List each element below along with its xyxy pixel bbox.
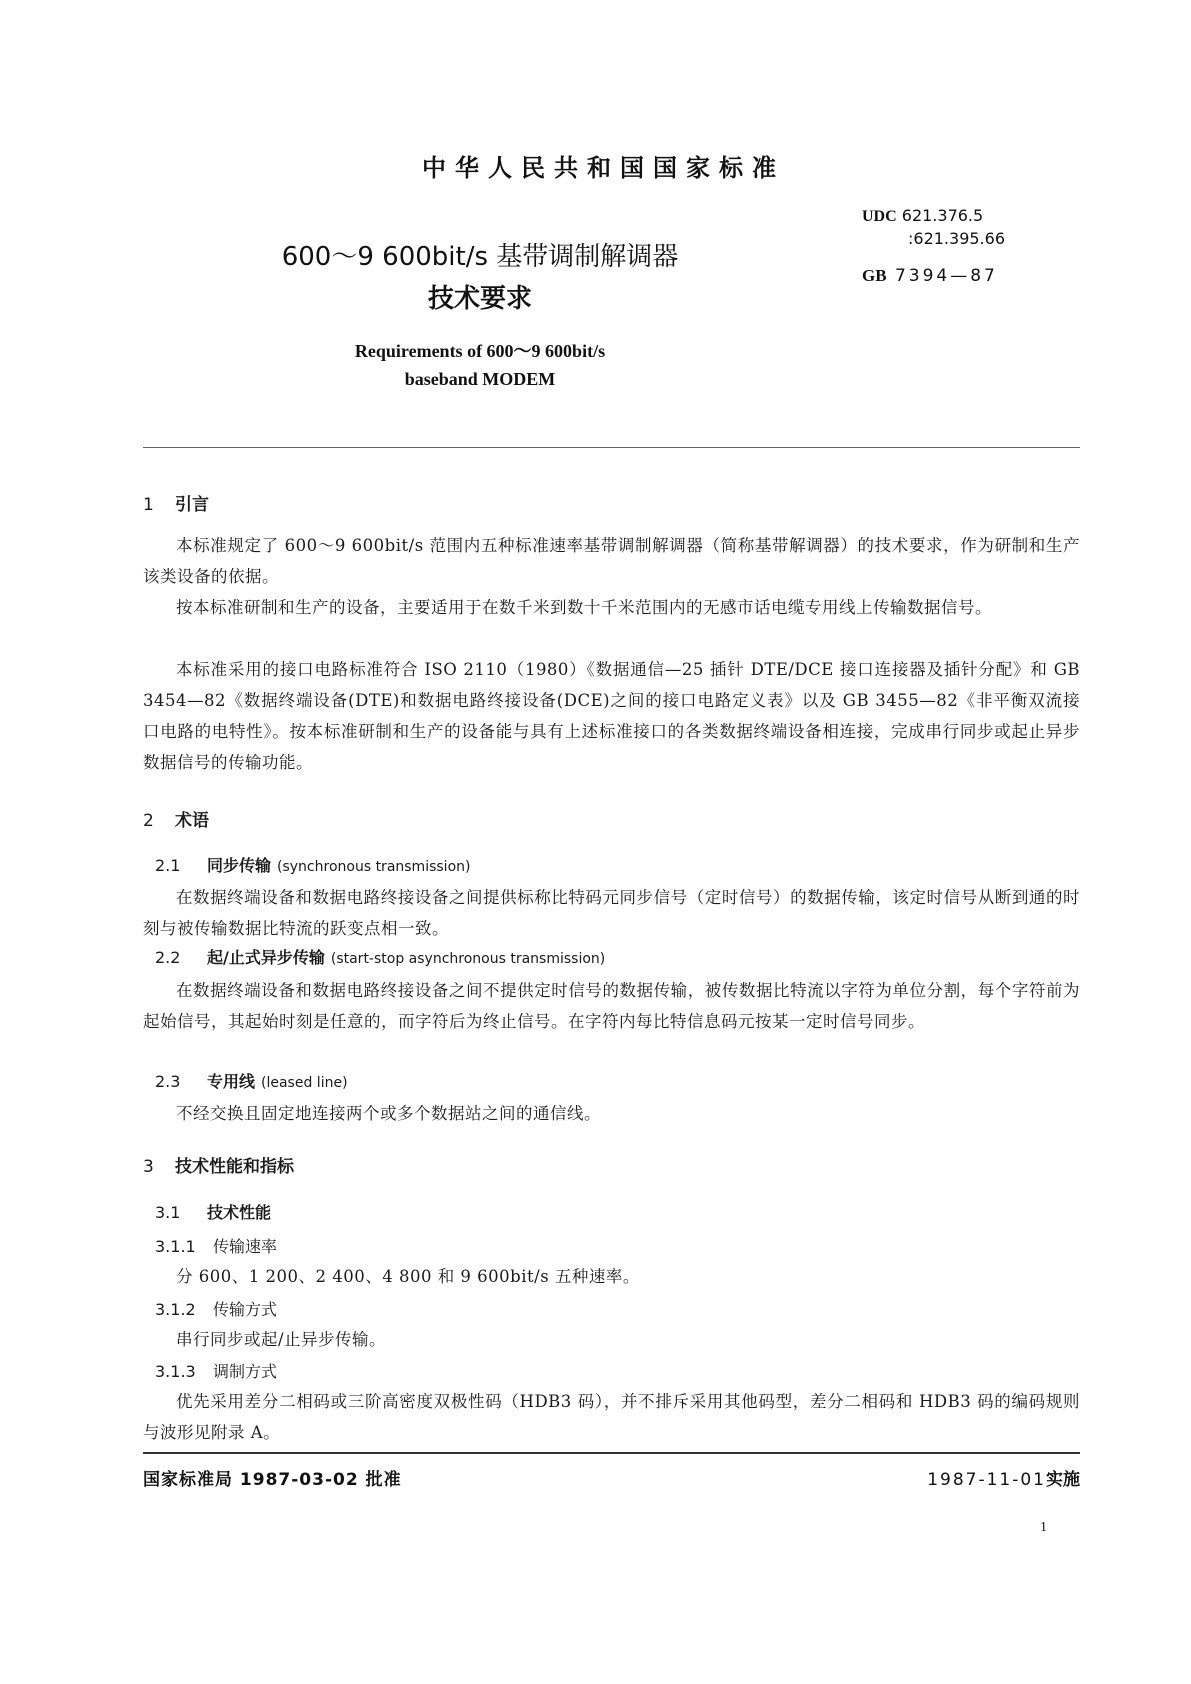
header-divider [143, 447, 1080, 448]
section-3-1-3-heading: 3.1.3 调制方式 [155, 1362, 278, 1381]
udc-value-2: :621.395.66 [908, 229, 1005, 248]
udc-classification [862, 205, 1005, 250]
effective-date: 1987-11-01 [927, 1470, 1046, 1490]
section-1-paragraph-1: 本标准规定了 600～9 600bit/s 范围内五种标准速率基带调制解调器（简称基带解调器）的技术要求，作为研制和生产该类设备的依据。 [143, 536, 1080, 586]
section-2-2-heading: 2.2 起/止式异步传输 (start-stop asynchronous transmission) [155, 948, 606, 967]
document-subtitle: 技术要求 [427, 284, 532, 314]
effective-label: 实施 [1046, 1470, 1080, 1490]
effective-info [820, 1465, 1080, 1490]
section-1-paragraph-2: 按本标准研制和生产的设备，主要适用于在数千米到数十千米范围内的无感市话电缆专用线上传输数据信号。 [176, 598, 992, 617]
section-2-1-text: 在数据终端设备和数据电路终接设备之间提供标称比特码元同步信号（定时信号）的数据传输，该定时信号从断到通的时刻与被传输数据比特流的跃变点相一致。 [143, 888, 1080, 938]
section-3-1-2-text: 串行同步或起/止异步传输。 [176, 1330, 387, 1349]
gb-value: 7394—87 [894, 266, 998, 286]
section-2-3-text: 不经交换且固定地连接两个或多个数据站之间的通信线。 [176, 1104, 601, 1123]
english-title-line2: baseband MODEM [404, 369, 556, 389]
document-title: 600～9 600bit/s 基带调制解调器 [281, 242, 679, 272]
approval-info: 国家标准局 1987-03-02 批准 [143, 1470, 402, 1490]
footer-divider [143, 1452, 1080, 1454]
section-3-1-3-text: 优先采用差分二相码或三阶高密度双极性码（HDB3 码），并不排斥采用其他码型，差分二相码和 HDB3 码的编码规则与波形见附录 A。 [143, 1392, 1080, 1442]
english-title: Requirements of 600～9 600bit/s [354, 341, 606, 361]
section-2-2-text: 在数据终端设备和数据电路终接设备之间不提供定时信号的数据传输，被传数据比特流以字符为单位分割，每个字符前为起始信号，其起始时刻是任意的，而字符后为终止信号。在字符内每比特信息码元按某一定时信号同步。 [143, 981, 1080, 1031]
section-1-heading: 1 引言 [143, 495, 209, 515]
standard-header: 中华人民共和国国家标准 [422, 154, 785, 182]
udc-label: UDC [862, 208, 897, 225]
section-2-heading: 2 术语 [143, 811, 209, 831]
section-3-1-1-text: 分 600、1 200、2 400、4 800 和 9 600bit/s 五种速率。 [176, 1267, 640, 1286]
page-number: 1 [1040, 1520, 1047, 1535]
section-3-1-2-heading: 3.1.2 传输方式 [155, 1300, 278, 1319]
gb-label: GB [862, 266, 887, 285]
section-2-3-heading: 2.3 专用线 (leased line) [155, 1072, 348, 1091]
section-2-1-heading: 2.1 同步传输 (synchronous transmission) [155, 856, 471, 875]
section-3-1-heading: 3.1 技术性能 [155, 1203, 272, 1222]
section-3-heading: 3 技术性能和指标 [143, 1157, 294, 1177]
gb-number [862, 266, 998, 286]
udc-value: 621.376.5 [901, 206, 984, 225]
section-3-1-1-heading: 3.1.1 传输速率 [155, 1237, 278, 1256]
section-1-paragraph-3: 本标准采用的接口电路标准符合 ISO 2110（1980）《数据通信—25 插针 DTE/DCE 接口连接器及插针分配》和 GB 3454—82《数据终端设备(DTE)和数据电路终接设备(DCE)之间的接口电路定义表》以及 GB 3455—82《非平衡双流接口电路的电特性》。按本标准研制和生产的设备能与具有上述标准接口的各类数据终端设备相连接，完成串行同步或起止异步数据信号的传输功能。 [143, 660, 1080, 772]
